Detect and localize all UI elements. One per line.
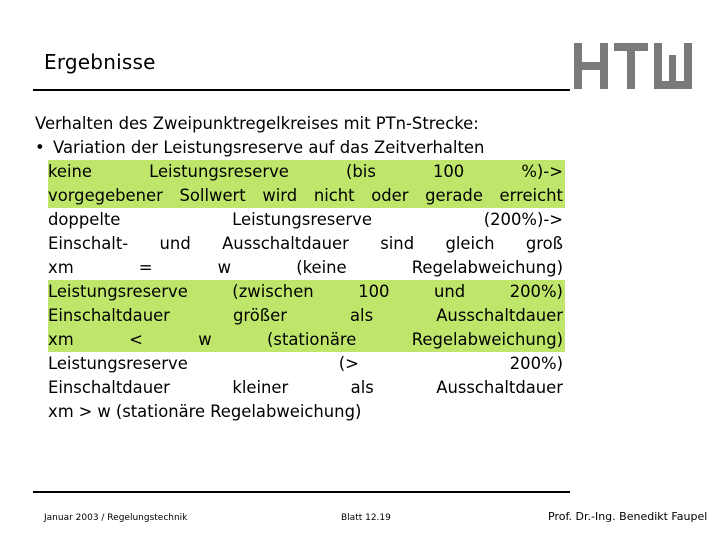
result-line (48, 160, 565, 184)
result-word: doppelte (48, 210, 121, 229)
result-lines (48, 160, 565, 424)
result-word: 200%) (509, 354, 563, 373)
result-word: < (129, 330, 143, 349)
bullet-text: Variation der Leistungsreserve auf das Zeitverhalten (53, 138, 485, 157)
result-word: Regelabweichung) (411, 258, 563, 277)
heading: Verhalten des Zweipunktregelkreises mit PTn-Strecke: (35, 114, 479, 133)
result-word: sind (380, 234, 415, 253)
result-word: Ausschaltdauer (436, 306, 563, 325)
result-word: %)-> (521, 162, 563, 181)
top-rule (33, 89, 570, 91)
bottom-rule (33, 491, 570, 493)
result-line (48, 352, 565, 376)
result-word: 100 (358, 282, 390, 301)
result-word: Ausschaltdauer (222, 234, 349, 253)
result-word: groß (525, 234, 563, 253)
result-word: xm (48, 402, 74, 421)
footer-right: Prof. Dr.-Ing. Benedikt Faupel (548, 510, 708, 523)
result-word: (stationäre (115, 402, 206, 421)
result-word: Regelabweichung) (210, 402, 362, 421)
result-word: größer (232, 306, 287, 325)
result-word: wird (262, 186, 298, 205)
result-word: xm (48, 330, 74, 349)
htw-logo (572, 40, 694, 92)
result-word: (zwischen (232, 282, 314, 301)
result-line (48, 232, 565, 256)
result-word: Regelabweichung) (411, 330, 563, 349)
footer-left: Januar 2003 / Regelungstechnik (44, 513, 188, 523)
result-word: (keine (296, 258, 347, 277)
result-word: (> (338, 354, 359, 373)
result-word: Einschalt- (48, 234, 129, 253)
result-word: und (434, 282, 466, 301)
result-line (48, 376, 565, 400)
result-word: oder (371, 186, 409, 205)
bullet-dot: • (35, 138, 45, 157)
result-word: = (138, 258, 153, 277)
result-word: Ausschaltdauer (436, 378, 563, 397)
result-word: gerade (425, 186, 483, 205)
result-line (48, 208, 565, 232)
result-word: Einschaltdauer (48, 306, 170, 325)
result-line (48, 184, 565, 208)
bullet-item (35, 136, 568, 160)
result-word: und (159, 234, 191, 253)
result-word: Leistungsreserve (48, 354, 188, 373)
result-word: Leistungsreserve (48, 282, 188, 301)
result-word: keine (48, 162, 93, 181)
slide-title: Ergebnisse (44, 50, 156, 74)
result-word: gleich (445, 234, 495, 253)
result-line (48, 304, 565, 328)
result-word: als (350, 378, 374, 397)
result-line (48, 256, 565, 280)
result-word: 200%) (509, 282, 563, 301)
result-word: 100 (432, 162, 465, 181)
result-word: Sollwert (179, 186, 246, 205)
result-word: vorgegebener (48, 186, 163, 205)
result-word: (stationäre (267, 330, 357, 349)
result-word: (200%)-> (483, 210, 563, 229)
result-word: nicht (313, 186, 355, 205)
result-word: w (198, 330, 212, 349)
result-word: > (78, 402, 93, 421)
slide-content (35, 112, 568, 424)
result-word: (bis (345, 162, 376, 181)
result-word: als (350, 306, 374, 325)
result-word: Einschaltdauer (48, 378, 170, 397)
result-word: kleiner (232, 378, 289, 397)
footer-center: Blatt 12.19 (341, 513, 391, 523)
result-word: erreicht (499, 186, 563, 205)
result-word: w (217, 258, 232, 277)
result-line (48, 280, 565, 304)
result-word: Leistungsreserve (232, 210, 372, 229)
result-line (48, 400, 565, 424)
result-word: w (97, 402, 111, 421)
result-word: Leistungsreserve (149, 162, 289, 181)
result-word: xm (48, 258, 74, 277)
result-line (48, 328, 565, 352)
